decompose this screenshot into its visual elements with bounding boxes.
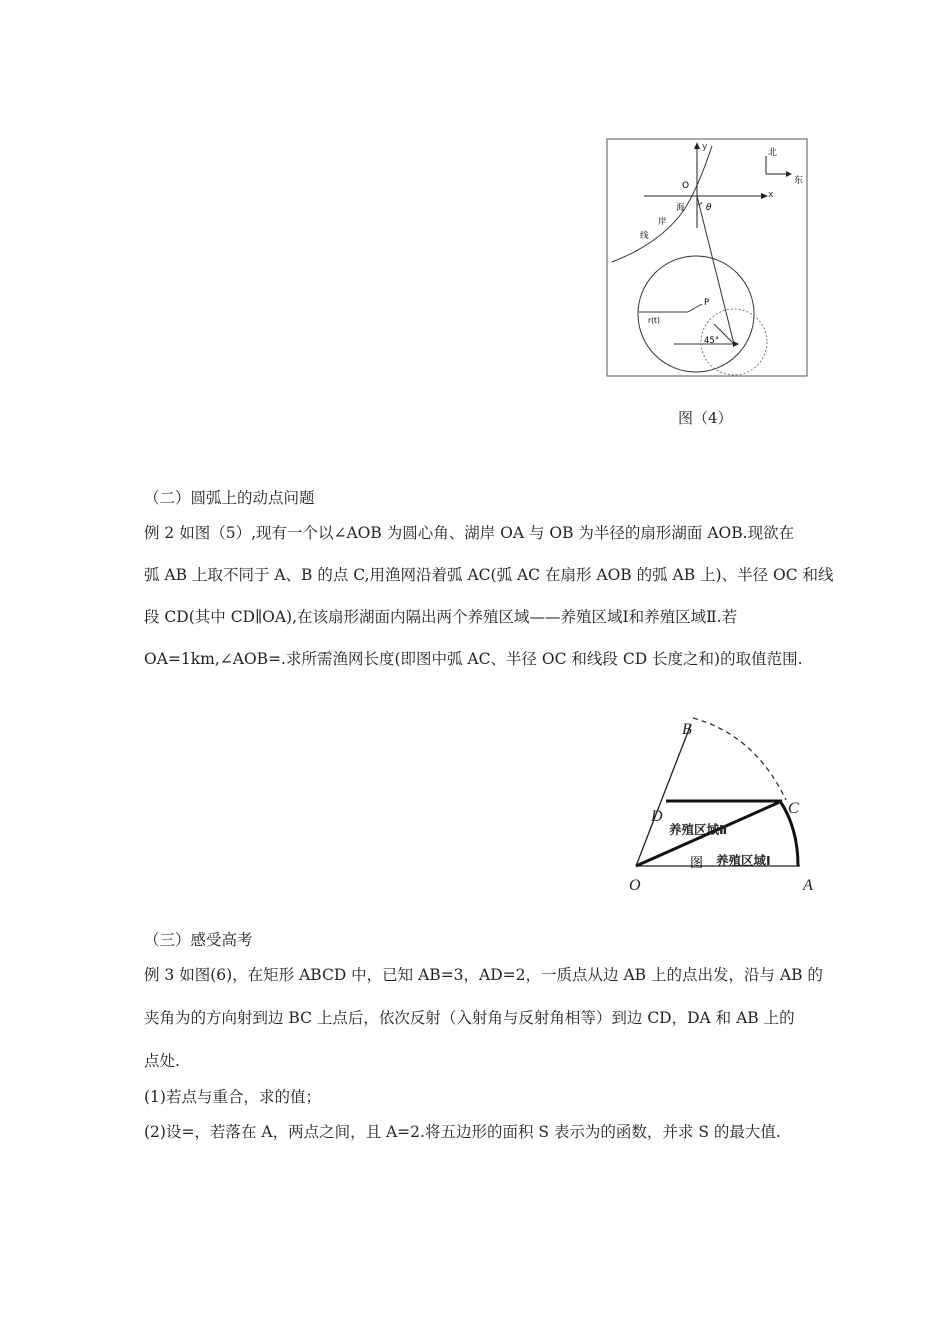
label-c: C [788, 800, 799, 817]
label-o: O [629, 877, 641, 894]
y-axis-label: y [702, 142, 708, 152]
label-b: B [682, 721, 692, 738]
angle-label: 45° [704, 336, 720, 346]
radius-label: r(t) [648, 316, 660, 325]
storm-circle [638, 256, 754, 372]
theta-label: θ [706, 203, 712, 213]
x-axis-arrow [761, 193, 768, 199]
section-2-line-2: 弧 AB 上取不同于 A、B 的点 C,用渔网沿着弧 AC(弧 AC 在扇形 AOB 的弧 AB 上)、半径 OC 和线 [144, 566, 834, 584]
coast-char-3: 线 [640, 231, 649, 241]
compass-east-arrow [786, 171, 792, 177]
coast-char-1: 海 [676, 203, 685, 213]
section-3-line-3: 点处. [144, 1052, 180, 1070]
label-d: D [651, 808, 663, 825]
section-2-line-4: OA=1km,∠AOB=.求所需渔网长度(即图中弧 AC、半径 OC 和线段 CD 长度之和)的取值范围. [144, 650, 803, 668]
section-3-line-4: (1)若点与重合，求的值； [144, 1088, 321, 1106]
section-3-line-5: (2)设=，若落在 A，两点之间，且 A=2.将五边形的面积 S 表示为的函数，并求 S 的最大值. [144, 1123, 781, 1141]
origin-label: O [682, 181, 690, 191]
p-label: P [704, 298, 710, 308]
figure-4-caption: 图（4） [678, 409, 733, 427]
figure-char: 图 [690, 856, 704, 871]
coast-char-2: 岸 [658, 217, 667, 227]
region-2-label: 养殖区域Ⅱ [669, 822, 728, 837]
region-1-label: 养殖区域Ⅰ [716, 853, 771, 868]
section-3-line-2: 夹角为的方向射到边 BC 上点后，依次反射（入射角与反射角相等）到边 CD，DA 和 AB 上的 [144, 1009, 795, 1027]
y-axis-arrow [694, 142, 700, 149]
arc-bc-dashed [693, 718, 786, 800]
path-line [697, 196, 734, 344]
label-a: A [803, 877, 813, 894]
radius-line-2 [688, 304, 702, 312]
section-2-line-1: 例 2 如图（5）,现有一个以∠AOB 为圆心角、湖岸 OA 与 OB 为半径的扇形湖面 AOB.现欲在 [144, 524, 795, 542]
east-label: 东 [794, 176, 804, 186]
section-3-line-1: 例 3 如图(6)，在矩形 ABCD 中，已知 AB=3，AD=2，一质点从边 AB 上的点出发，沿与 AB 的 [144, 966, 823, 984]
theta-arc [697, 202, 702, 204]
point-p-arrow [733, 341, 739, 347]
x-axis-label: x [768, 190, 774, 200]
section-2-heading: （二）圆弧上的动点问题 [144, 489, 315, 507]
figure-4 [606, 138, 810, 380]
figure-5 [620, 710, 830, 900]
section-2-line-3: 段 CD(其中 CD∥OA),在该扇形湖面内隔出两个养殖区域——养殖区域Ⅰ和养殖区域Ⅱ.若 [144, 608, 738, 626]
north-label: 北 [768, 148, 778, 158]
section-3-heading: （三）感受高考 [144, 931, 253, 949]
